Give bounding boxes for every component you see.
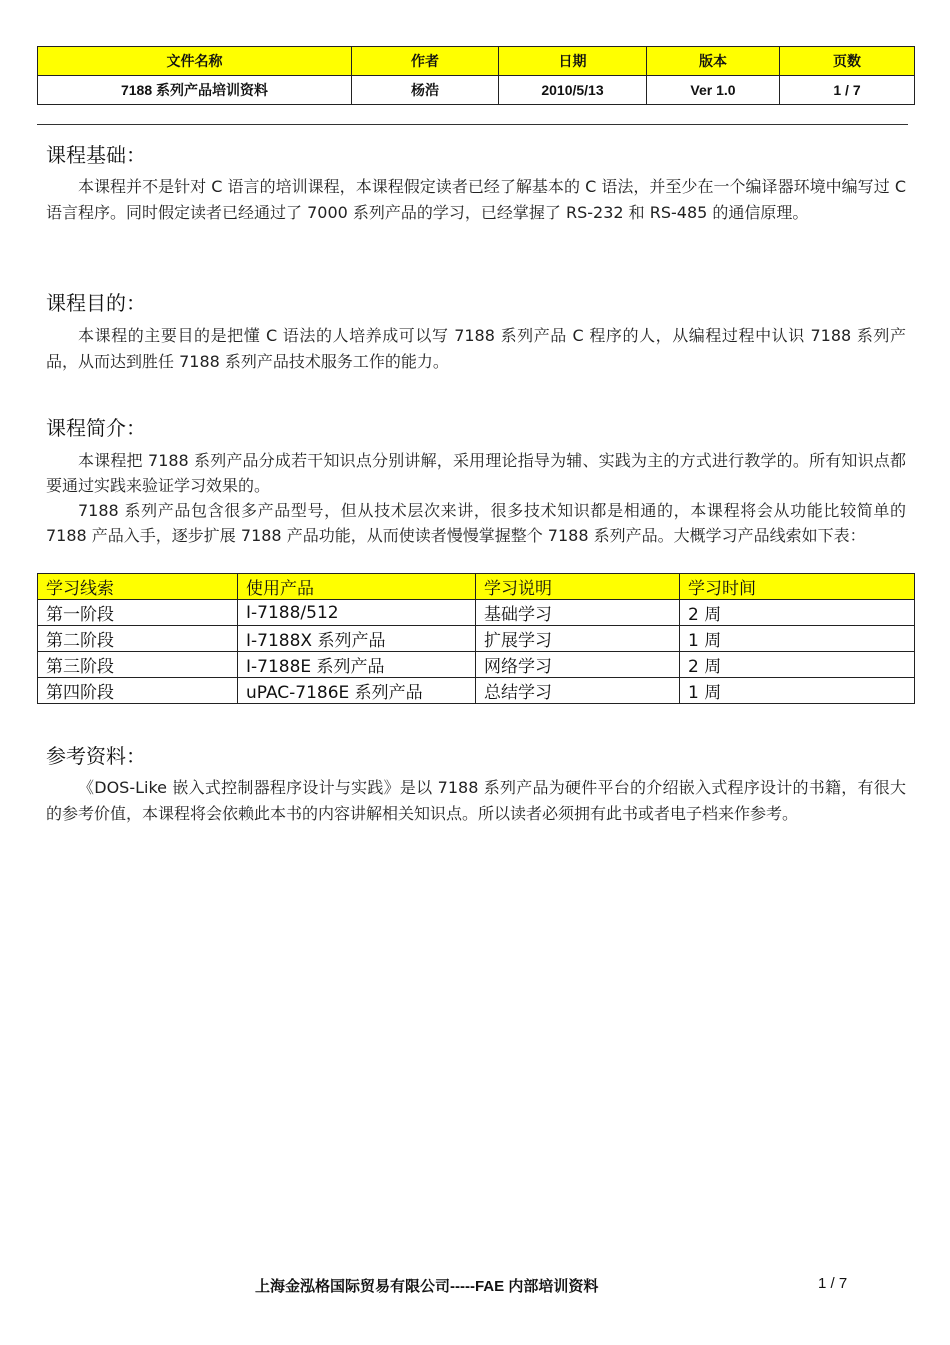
cell-description: 总结学习: [476, 678, 680, 704]
purpose-paragraph: 本课程的主要目的是把懂 C 语法的人培养成可以写 7188 系列产品 C 程序的人，从编程过程中认识 7188 系列产品，从而达到胜任 7188 系列产品技术服务工作的能力。: [46, 326, 906, 371]
table-row: [38, 600, 915, 626]
footer-company: 上海金泓格国际贸易有限公司-----FAE 内部培训资料: [255, 1278, 599, 1295]
cell-stage: 第四阶段: [38, 678, 238, 704]
info-value-filename: 7188 系列产品培训资料: [38, 76, 352, 105]
cell-description: 网络学习: [476, 652, 680, 678]
header-divider: [37, 124, 908, 125]
info-header-version: 版本: [647, 47, 780, 76]
info-header-date: 日期: [499, 47, 647, 76]
basics-title: 课程基础：: [46, 143, 146, 167]
info-value-date: 2010/5/13: [499, 76, 647, 105]
cell-stage: 第一阶段: [38, 600, 238, 626]
cell-stage: 第二阶段: [38, 626, 238, 652]
info-header-row: [38, 47, 915, 76]
cell-duration: 1 周: [680, 626, 915, 652]
references-title: 参考资料：: [46, 744, 146, 768]
purpose-title: 课程目的：: [46, 291, 146, 315]
info-value-author: 杨浩: [352, 76, 499, 105]
footer-page-number: 1 / 7: [818, 1275, 848, 1292]
references-paragraph: 《DOS-Like 嵌入式控制器程序设计与实践》是以 7188 系列产品为硬件平台的介绍嵌入式程序设计的书籍，有很大的参考价值，本课程将会依赖此本书的内容讲解相关知识点。所以读者必须拥有此书或者电子档来作参考。: [46, 778, 906, 823]
training-plan-table: [37, 573, 915, 704]
basics-paragraph: 本课程并不是针对 C 语言的培训课程，本课程假定读者已经了解基本的 C 语法，并至少在一个编译器环境中编写过 C 语言程序。同时假定读者已经通过了 7000 系列产品的学习，已经掌握了 RS-232 和 RS-485 的通信原理。: [46, 177, 906, 222]
document-info-table: [37, 46, 915, 105]
intro-paragraph-2: 7188 系列产品包含很多产品型号，但从技术层次来讲，很多技术知识都是相通的，本课程将会从功能比较简单的 7188 产品入手，逐步扩展 7188 产品功能，从而使读者慢慢掌握整个 7188 系列产品。大概学习产品线索如下表：: [46, 501, 906, 545]
intro-title: 课程简介：: [46, 416, 146, 440]
cell-duration: 2 周: [680, 652, 915, 678]
intro-paragraph-1: 本课程把 7188 系列产品分成若干知识点分别讲解，采用理论指导为辅、实践为主的方式进行教学的。所有知识点都要通过实践来验证学习效果的。: [46, 451, 906, 495]
table-row: [38, 652, 915, 678]
cell-stage: 第三阶段: [38, 652, 238, 678]
col-header-product: 使用产品: [238, 574, 476, 600]
info-header-author: 作者: [352, 47, 499, 76]
cell-product: uPAC-7186E 系列产品: [238, 678, 476, 704]
col-header-clue: 学习线索: [38, 574, 238, 600]
info-value-version: Ver 1.0: [647, 76, 780, 105]
cell-product: I-7188E 系列产品: [238, 652, 476, 678]
table-row: [38, 626, 915, 652]
cell-duration: 1 周: [680, 678, 915, 704]
cell-product: I-7188X 系列产品: [238, 626, 476, 652]
col-header-description: 学习说明: [476, 574, 680, 600]
table-row: [38, 678, 915, 704]
col-header-duration: 学习时间: [680, 574, 915, 600]
cell-duration: 2 周: [680, 600, 915, 626]
info-value-pages: 1 / 7: [780, 76, 915, 105]
info-header-pages: 页数: [780, 47, 915, 76]
cell-product: I-7188/512: [238, 600, 476, 626]
cell-description: 基础学习: [476, 600, 680, 626]
info-value-row: [38, 76, 915, 105]
info-header-filename: 文件名称: [38, 47, 352, 76]
cell-description: 扩展学习: [476, 626, 680, 652]
page-footer: [0, 1275, 950, 1295]
table-header-row: [38, 574, 915, 600]
